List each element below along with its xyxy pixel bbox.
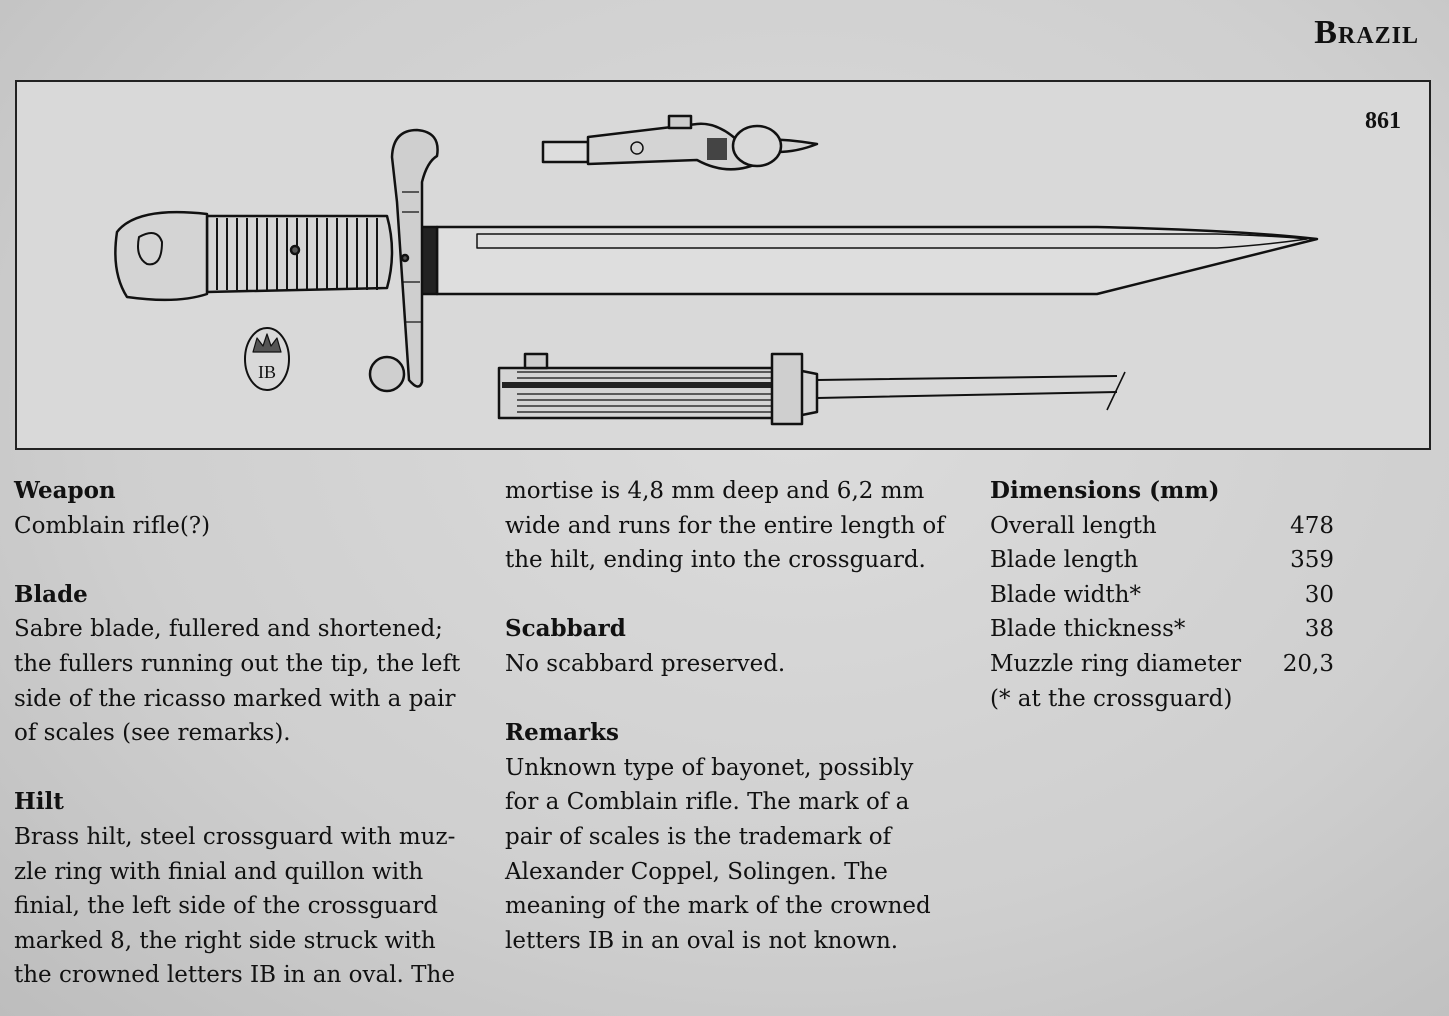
hilt-line: Brass hilt, steel crossguard with muz- [14, 823, 456, 850]
scabbard-heading: Scabbard [505, 615, 626, 643]
dimension-value: 30 [1304, 581, 1334, 608]
hilt-continued-line: wide and runs for the entire length of [505, 512, 945, 539]
oval-mark-letters: IB [258, 362, 276, 382]
remarks-line: pair of scales is the trademark of [505, 823, 892, 850]
dimensions-heading: Dimensions (mm) [990, 477, 1220, 504]
hilt-line: marked 8, the right side struck with [14, 927, 436, 954]
weapon-heading: Weapon [14, 477, 116, 504]
bayonet-figure [15, 80, 1431, 450]
dimension-value: 20,3 [1282, 650, 1334, 677]
remarks-line: letters IB in an oval is not known. [505, 927, 899, 954]
ring-detail-hatch [707, 138, 727, 160]
ring-detail-tube [543, 142, 588, 162]
hilt-continued-line: mortise is 4,8 mm deep and 6,2 mm [505, 478, 925, 504]
dimension-value: 38 [1304, 616, 1334, 643]
remarks-line: Unknown type of bayonet, possibly [505, 754, 914, 781]
blade-outline [437, 227, 1317, 294]
bayonet-drawing [17, 82, 1429, 448]
blade-line: side of the ricasso marked with a pair [14, 685, 456, 712]
dimension-label: Blade length [990, 547, 1139, 574]
dimension-label: Muzzle ring diameter [990, 650, 1242, 677]
hilt-heading: Hilt [14, 788, 64, 816]
topview-button [525, 354, 547, 368]
scabbard-text: No scabbard preserved. [505, 650, 786, 677]
dimension-row [990, 543, 1334, 578]
dimension-row [990, 612, 1334, 647]
topview-blade [817, 376, 1117, 398]
blade-line: Sabre blade, fullered and shortened; [14, 616, 443, 643]
crossguard-rivet [402, 255, 408, 261]
grip [207, 216, 392, 292]
remarks-line: for a Comblain rifle. The mark of a [505, 789, 910, 816]
plate-number: 861 [1365, 108, 1401, 134]
dimension-value: 478 [1290, 512, 1334, 539]
column-middle [505, 474, 965, 958]
blade-line: the fullers running out the tip, the left [14, 650, 461, 677]
dimension-row [990, 647, 1334, 682]
ring-detail-button [669, 116, 691, 128]
dimension-value: 359 [1290, 547, 1334, 574]
dimension-row [990, 509, 1334, 544]
topview-break [1107, 372, 1125, 410]
blade-heading: Blade [14, 580, 88, 608]
remarks-heading: Remarks [505, 719, 619, 747]
ring-detail-body [588, 124, 817, 170]
topview-crossguard [772, 354, 802, 424]
hilt-topview [499, 368, 817, 418]
page-country-title: Brazil [1314, 14, 1419, 51]
dimension-label: Blade thickness* [990, 616, 1186, 643]
quillon-finial [370, 357, 404, 391]
hilt-line: zle ring with finial and quillon with [14, 858, 424, 885]
remarks-line: Alexander Coppel, Solingen. The [505, 858, 888, 885]
column-dimensions [990, 474, 1390, 716]
weapon-text: Comblain rifle(?) [14, 512, 211, 539]
dimension-label: Overall length [990, 512, 1157, 539]
dimension-label: Blade width* [990, 581, 1141, 608]
blade-line: of scales (see remarks). [14, 720, 291, 747]
hilt-topview-slot [502, 382, 792, 388]
dimensions-footnote: (* at the crossguard) [990, 685, 1233, 712]
column-left [14, 474, 484, 993]
dimension-row [990, 578, 1334, 613]
remarks-line: meaning of the mark of the crowned [505, 893, 931, 920]
hilt-line: the crowned letters IB in an oval. The [14, 962, 455, 989]
ring-detail-ring [733, 126, 781, 166]
hilt-line: finial, the left side of the crossguard [14, 893, 438, 920]
grip-rivet [291, 246, 299, 254]
hilt-continued-line: the hilt, ending into the crossguard. [505, 547, 926, 574]
